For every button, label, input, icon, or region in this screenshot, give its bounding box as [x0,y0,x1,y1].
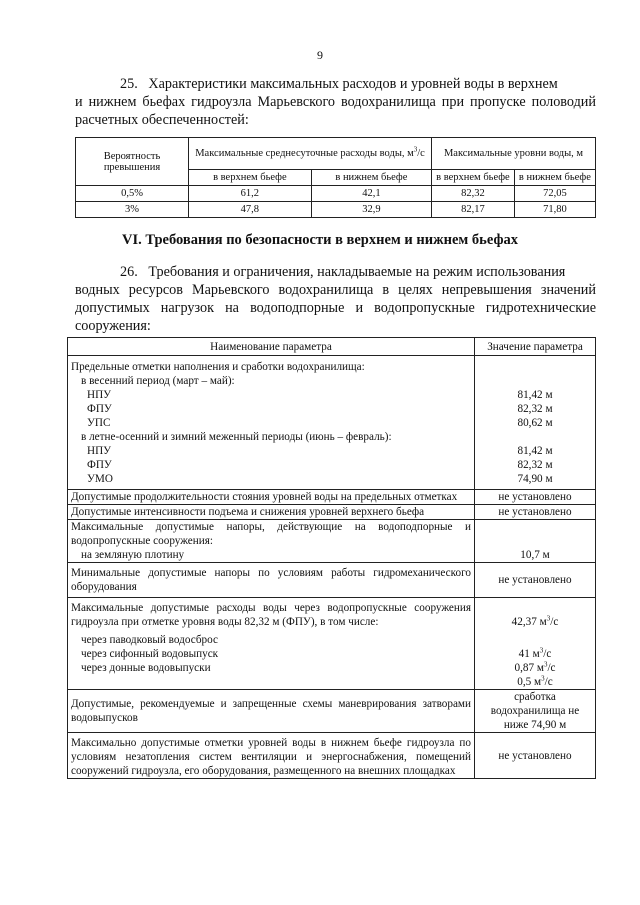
r2-value: не установлено [475,490,596,505]
r1-fpu2: ФПУ [87,459,112,471]
sub-lower-1: в нижнем бьефе [311,170,431,186]
r5-value: не установлено [475,563,596,598]
cell: 3% [76,202,189,218]
paragraph-25-rest: и нижнем бьефах гидроузла Марьевского водохранилища при пропуске половодий расчетных обеспеченностей: [75,94,596,128]
table-row [68,520,596,563]
table-row [68,356,596,490]
col-max-levels: Максимальные уровни воды, м [432,138,596,170]
head-param: Наименование параметра [68,338,475,356]
r1-npu: НПУ [87,389,112,401]
r6-s1-value [478,647,592,661]
r1-v-npu2: 81,42 м [517,445,553,457]
paragraph-26-line1: 26. Требования и ограничения, накладываемые на режим использования [120,264,566,280]
cell: 82,17 [432,202,515,218]
r2-param: Допустимые продолжительности стояния уровней воды на предельных отметках [68,490,475,505]
r6-value-unit: /с [550,616,559,628]
r6-s2v-unit: /с [547,662,556,674]
r1-umo: УМО [87,473,113,485]
table-row [68,733,596,779]
page-number: 9 [317,48,323,62]
paragraph-25 [75,75,596,129]
r6-s2v-sup: 3 [543,660,548,669]
col-max-discharge [189,138,432,170]
r4-value: 10,7 м [475,520,596,563]
r1-v-npu: 81,42 м [517,389,553,401]
table-row [76,202,596,218]
col-max-discharge-unit: /с [417,148,425,159]
discharge-level-table [75,137,596,218]
table-row [68,490,596,505]
r6-s2-value [478,661,592,675]
cell: 47,8 [189,202,312,218]
cell: 72,05 [514,186,595,202]
r6-param: Максимальные допустимые расходы воды через водопропускные сооружения гидроузла при отметке уровня воды 82,32 м (ФПУ), в том числе: [71,602,471,628]
table-row [68,690,596,733]
r6-s1v-sup: 3 [539,646,544,655]
r6-s2: через сифонный водовыпуск [81,648,219,660]
cell: 71,80 [514,202,595,218]
r6-s3v-text: 0,5 м [517,676,542,688]
r1-v-fpu2: 82,32 м [517,459,553,471]
r8-param: Максимально допустимые отметки уровней воды в нижнем бьефе гидроузла по условиям незатопления систем вентиляции и энергоснабжения, помещений сооружений гидроузла, его оборудования, размещенного на внешних площадках [68,733,475,779]
section-heading: VI. Требования по безопасности в верхнем и нижнем бьефах [122,232,518,248]
table-row [68,563,596,598]
r6-s3v-unit: /с [544,676,553,688]
r6-s2v-text: 0,87 м [514,662,544,674]
cell: 32,9 [311,202,431,218]
col-max-discharge-text: Максимальные среднесуточные расходы воды, м [195,148,414,159]
r1-summer: в летне-осенний и зимний меженный периоды (июнь – февраль): [81,431,392,443]
r3-param: Допустимые интенсивности подъема и снижения уровней верхнего бьефа [68,505,475,520]
cell: 42,1 [311,186,431,202]
col-probability: Вероятность превышения [76,138,189,186]
r5-param: Минимальные допустимые напоры по условиям работы гидромеханического оборудования [68,563,475,598]
table-row [68,598,596,690]
r6-value-text: 42,37 м [511,616,547,628]
r3-value: не установлено [475,505,596,520]
r6-s1v-unit: /с [543,648,552,660]
r6-value-sup: 3 [546,614,551,623]
cell: 0,5% [76,186,189,202]
sub-lower-2: в нижнем бьефе [514,170,595,186]
r1-title: Предельные отметки наполнения и сработки водохранилища: [71,361,365,373]
r7-value: сработка водохранилища не ниже 74,90 м [475,690,596,733]
table-row [76,186,596,202]
r6-value [478,615,592,629]
sub-upper-2: в верхнем бьефе [432,170,515,186]
sub-upper-1: в верхнем бьефе [189,170,312,186]
requirements-table [67,337,596,779]
paragraph-25-line1: 25. Характеристики максимальных расходов и уровней воды в верхнем [120,76,558,92]
r1-v-fpu: 82,32 м [517,403,553,415]
r6-s3: через донные водовыпуски [81,662,211,674]
r6-s1v-text: 41 м [518,648,540,660]
r8-value: не установлено [475,733,596,779]
r1-v-ups: 80,62 м [517,417,553,429]
r6-s1: через паводковый водосброс [81,634,218,646]
paragraph-26-rest: водных ресурсов Марьевского водохранилища в целях непревышения значений допустимых нагрузок на водоподпорные и водопропускные гидротехнические сооружения: [75,282,596,334]
r6-s3-value [478,675,592,689]
paragraph-26 [75,263,596,335]
head-value: Значение параметра [475,338,596,356]
r1-fpu: ФПУ [87,403,112,415]
r4-sub: на земляную плотину [81,549,185,561]
cell: 82,32 [432,186,515,202]
r1-npu2: НПУ [87,445,112,457]
cell: 61,2 [189,186,312,202]
r4-param: Максимальные допустимые напоры, действующие на водоподпорные и водопропускные сооружения: [71,521,471,547]
r7-param: Допустимые, рекомендуемые и запрещенные схемы маневрирования затворами водовыпусков [68,690,475,733]
table-row [68,505,596,520]
col-max-discharge-sup: 3 [413,145,418,154]
r1-spring: в весенний период (март – май): [81,375,235,387]
r1-v-umo: 74,90 м [517,473,553,485]
r1-ups: УПС [87,417,111,429]
r6-s3v-sup: 3 [541,674,545,683]
